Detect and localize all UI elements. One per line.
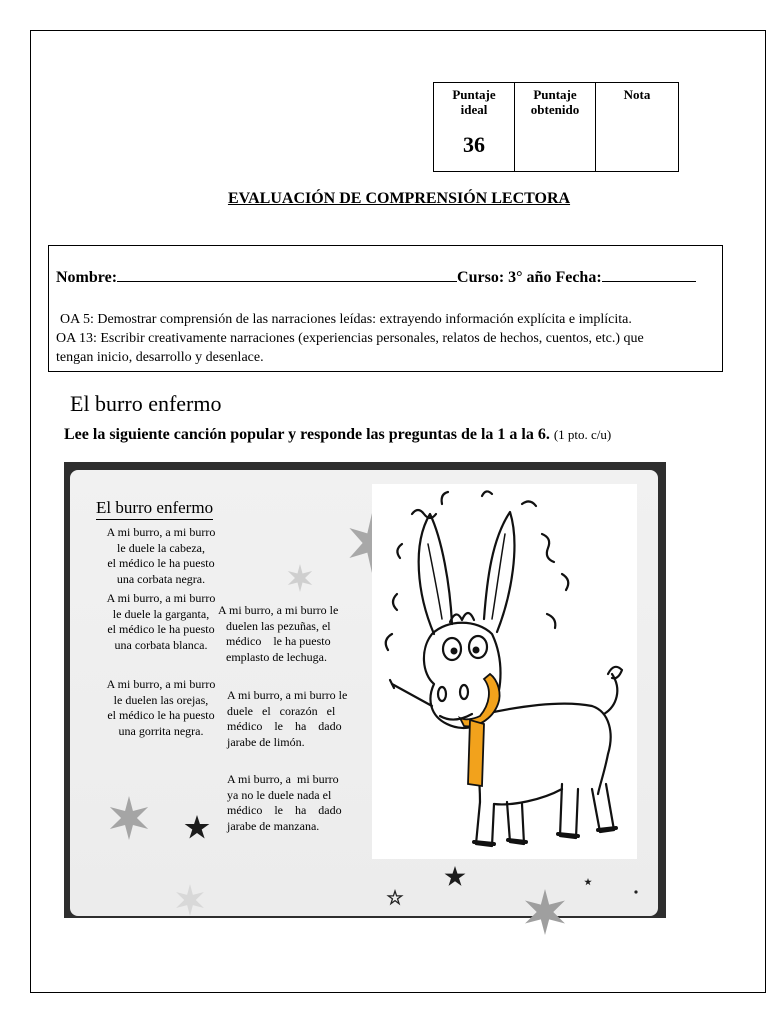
star-icon bbox=[584, 878, 592, 885]
verse-line: A mi burro, a mi burro bbox=[106, 677, 216, 691]
instruction-points: (1 pto. c/u) bbox=[553, 427, 612, 442]
stanza-6 bbox=[227, 772, 361, 834]
song-heading: El burro enfermo bbox=[70, 391, 222, 416]
verse-line: una gorrita negra. bbox=[118, 723, 204, 738]
stanza-2 bbox=[92, 591, 230, 653]
objective-line: OA 13: Escribir creativamente narraciones (experiencias personales, relatos de hechos, cuentos, etc.) que bbox=[56, 331, 644, 346]
verse-line: médico le ha dado bbox=[227, 719, 342, 734]
verse-line: ya no le duele nada el bbox=[227, 787, 332, 802]
stanza-3 bbox=[92, 677, 230, 739]
star-icon bbox=[185, 815, 210, 839]
verse-line: una corbata blanca. bbox=[114, 637, 208, 652]
verse-line: A mi burro, a mi burro bbox=[227, 772, 339, 786]
star-icon bbox=[176, 884, 204, 916]
ideal-score-value: 36 bbox=[463, 132, 485, 157]
verse-line: A mi burro, a mi burro bbox=[106, 591, 216, 605]
star-icon bbox=[445, 866, 466, 886]
verse-line: duele el corazón el bbox=[227, 703, 336, 718]
star-icon bbox=[110, 796, 148, 840]
verse-line: el médico le ha puesto bbox=[107, 556, 215, 571]
stanza-4 bbox=[218, 603, 360, 665]
verse-line: A mi burro, a mi burro le bbox=[218, 603, 339, 617]
verse-line: el médico le ha puesto bbox=[107, 708, 215, 723]
verse-line: médico le ha dado bbox=[227, 803, 342, 818]
donkey-illustration-box bbox=[372, 484, 637, 859]
dot-icon bbox=[634, 890, 637, 893]
page-title: EVALUACIÓN DE COMPRENSIÓN LECTORA bbox=[227, 190, 571, 207]
grade-label: Nota bbox=[623, 87, 651, 102]
verse-line: jarabe de manzana. bbox=[227, 818, 320, 833]
verse-line: una corbata negra. bbox=[116, 571, 206, 586]
verse-line: A mi burro, a mi burro le bbox=[227, 688, 348, 702]
verse-line: médico le ha puesto bbox=[226, 634, 331, 649]
star-icon bbox=[288, 564, 312, 592]
song-title: El burro enfermo bbox=[96, 498, 213, 520]
name-label: Nombre: bbox=[56, 269, 118, 286]
obtained-score-label: Puntaje obtenido bbox=[530, 87, 580, 117]
verse-line: jarabe de limón. bbox=[227, 734, 305, 749]
stanza-1 bbox=[92, 525, 230, 587]
verse-line: emplasto de lechuga. bbox=[226, 649, 327, 664]
instruction-text: Lee la siguiente canción popular y responde las preguntas de la 1 a la 6. bbox=[64, 426, 550, 443]
ideal-score-label: Puntaje ideal bbox=[452, 87, 496, 117]
star-icon bbox=[525, 889, 565, 935]
donkey-icon bbox=[372, 484, 637, 859]
verse-line: el médico le ha puesto bbox=[107, 622, 215, 637]
verse-line: le duele la cabeza, bbox=[117, 540, 205, 555]
date-label: Fecha: bbox=[555, 269, 602, 286]
verse-line: A mi burro, a mi burro bbox=[106, 525, 216, 539]
objective-line: tengan inicio, desarrollo y desenlace. bbox=[56, 350, 264, 365]
star-outline-icon bbox=[388, 891, 401, 904]
verse-line: le duele la garganta, bbox=[112, 606, 210, 621]
verse-line: le duelen las orejas, bbox=[113, 692, 209, 707]
objective-line: OA 5: Demostrar comprensión de las narraciones leídas: extrayendo información explícita e implícita. bbox=[60, 312, 632, 327]
verse-line: duelen las pezuñas, el bbox=[226, 618, 331, 633]
stanza-5 bbox=[227, 688, 361, 750]
course-label: Curso: 3° año bbox=[457, 269, 552, 286]
